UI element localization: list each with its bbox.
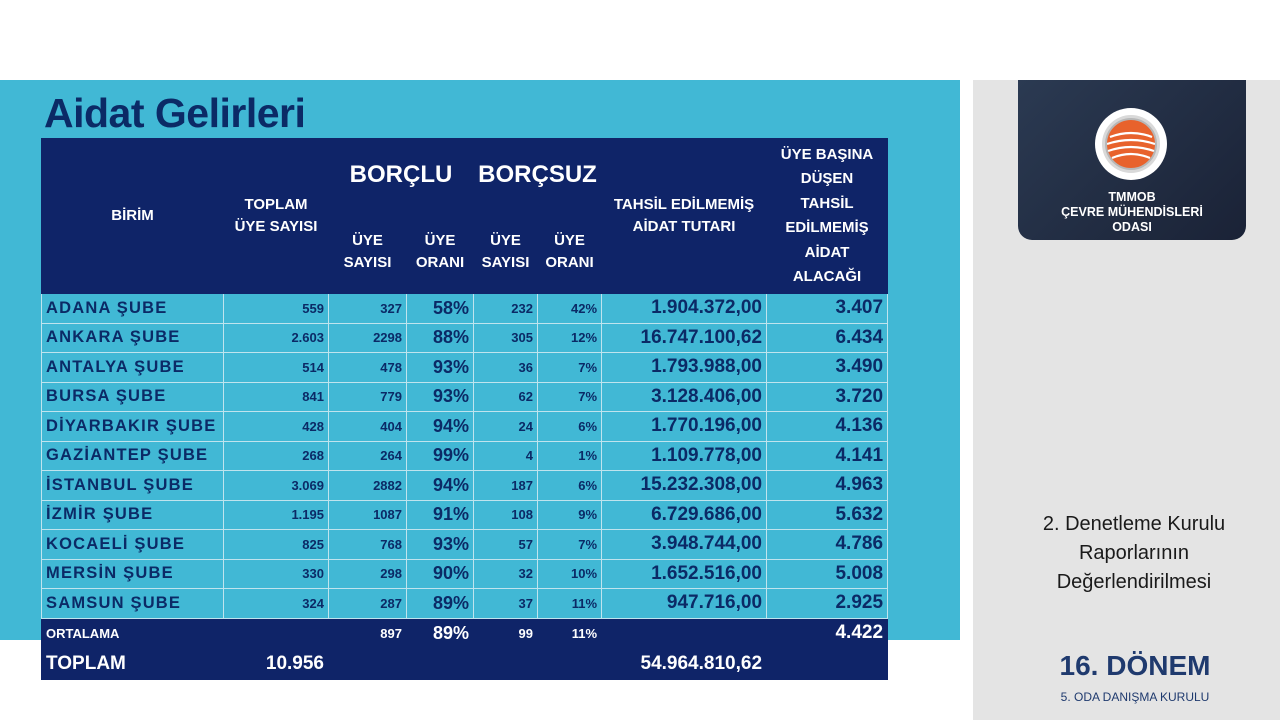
per-member-amount: 3.490 xyxy=(767,353,888,383)
nondebtor-count: 232 xyxy=(474,294,538,324)
nondebtor-count: 4 xyxy=(474,441,538,471)
table-row xyxy=(42,382,888,412)
total-label: TOPLAM xyxy=(42,648,224,679)
branch-name: ANKARA ŞUBE xyxy=(42,323,224,353)
average-borcsuz-sayi: 99 xyxy=(474,618,538,648)
nondebtor-ratio: 7% xyxy=(538,382,602,412)
tmmob-logo-icon xyxy=(1094,107,1168,181)
per-member-amount: 4.963 xyxy=(767,471,888,501)
uncollected-amount: 1.904.372,00 xyxy=(602,294,767,324)
nondebtor-ratio: 7% xyxy=(538,530,602,560)
debtor-count: 768 xyxy=(329,530,407,560)
page-title: Aidat Gelirleri xyxy=(44,90,306,136)
nondebtor-count: 62 xyxy=(474,382,538,412)
table-row xyxy=(42,559,888,589)
header-borclu: BORÇLU xyxy=(329,139,474,211)
uncollected-amount: 1.652.516,00 xyxy=(602,559,767,589)
uncollected-amount: 947.716,00 xyxy=(602,589,767,619)
debtor-count: 1087 xyxy=(329,500,407,530)
table-row xyxy=(42,441,888,471)
uncollected-amount: 16.747.100,62 xyxy=(602,323,767,353)
average-uye-basina: 4.422 xyxy=(767,618,888,648)
branch-name: GAZİANTEP ŞUBE xyxy=(42,441,224,471)
table-row xyxy=(42,589,888,619)
per-member-amount: 2.925 xyxy=(767,589,888,619)
debtor-ratio: 58% xyxy=(407,294,474,324)
branch-name: ANTALYA ŞUBE xyxy=(42,353,224,383)
nondebtor-count: 24 xyxy=(474,412,538,442)
table-row xyxy=(42,412,888,442)
debtor-count: 478 xyxy=(329,353,407,383)
header-borcsuz-uye-sayisi: ÜYE SAYISI xyxy=(474,211,538,294)
per-member-amount: 3.720 xyxy=(767,382,888,412)
table-row xyxy=(42,294,888,324)
branch-name: KOCAELİ ŞUBE xyxy=(42,530,224,560)
average-borclu-oran: 89% xyxy=(407,618,474,648)
header-tahsil-edilmemis: TAHSİL EDİLMEMİŞ AİDAT TUTARI xyxy=(602,139,767,294)
table-row xyxy=(42,353,888,383)
per-member-amount: 4.136 xyxy=(767,412,888,442)
member-count: 3.069 xyxy=(224,471,329,501)
debtor-ratio: 93% xyxy=(407,353,474,383)
uncollected-amount: 3.128.406,00 xyxy=(602,382,767,412)
nondebtor-ratio: 9% xyxy=(538,500,602,530)
nondebtor-ratio: 6% xyxy=(538,471,602,501)
header-borclu-uye-sayisi: ÜYE SAYISI xyxy=(329,211,407,294)
member-count: 2.603 xyxy=(224,323,329,353)
debtor-ratio: 94% xyxy=(407,412,474,442)
average-label: ORTALAMA xyxy=(42,618,224,648)
member-count: 841 xyxy=(224,382,329,412)
header-borclu-uye-orani: ÜYE ORANI xyxy=(407,211,474,294)
uncollected-amount: 1.793.988,00 xyxy=(602,353,767,383)
nondebtor-count: 187 xyxy=(474,471,538,501)
total-row xyxy=(42,648,888,679)
member-count: 428 xyxy=(224,412,329,442)
per-member-amount: 4.141 xyxy=(767,441,888,471)
term-subtitle: 5. ODA DANIŞMA KURULU xyxy=(1060,690,1210,704)
per-member-amount: 6.434 xyxy=(767,323,888,353)
uncollected-amount: 1.109.778,00 xyxy=(602,441,767,471)
header-borcsuz-uye-orani: ÜYE ORANI xyxy=(538,211,602,294)
report-title: 2. Denetleme Kurulu Raporlarının Değerlendirilmesi xyxy=(1042,513,1226,593)
member-count: 559 xyxy=(224,294,329,324)
nondebtor-ratio: 12% xyxy=(538,323,602,353)
per-member-amount: 3.407 xyxy=(767,294,888,324)
table-row xyxy=(42,530,888,560)
per-member-amount: 5.008 xyxy=(767,559,888,589)
branch-name: MERSİN ŞUBE xyxy=(42,559,224,589)
debtor-count: 327 xyxy=(329,294,407,324)
branch-name: İZMİR ŞUBE xyxy=(42,500,224,530)
header-birim: BİRİM xyxy=(42,139,224,294)
nondebtor-ratio: 7% xyxy=(538,353,602,383)
average-row xyxy=(42,618,888,648)
debtor-count: 779 xyxy=(329,382,407,412)
nondebtor-ratio: 10% xyxy=(538,559,602,589)
uncollected-amount: 3.948.744,00 xyxy=(602,530,767,560)
dues-table xyxy=(41,138,888,680)
uncollected-amount: 15.232.308,00 xyxy=(602,471,767,501)
average-borcsuz-oran: 11% xyxy=(538,618,602,648)
branch-name: SAMSUN ŞUBE xyxy=(42,589,224,619)
nondebtor-ratio: 6% xyxy=(538,412,602,442)
debtor-count: 2298 xyxy=(329,323,407,353)
header-uye-basina: ÜYE BAŞINA DÜŞEN TAHSİL EDİLMEMİŞ AİDAT ALACAĞI xyxy=(767,139,888,294)
nondebtor-count: 36 xyxy=(474,353,538,383)
debtor-count: 264 xyxy=(329,441,407,471)
debtor-ratio: 89% xyxy=(407,589,474,619)
nondebtor-count: 57 xyxy=(474,530,538,560)
debtor-ratio: 88% xyxy=(407,323,474,353)
table-row xyxy=(42,500,888,530)
term-title: 16. DÖNEM xyxy=(1059,650,1211,681)
nondebtor-ratio: 42% xyxy=(538,294,602,324)
member-count: 1.195 xyxy=(224,500,329,530)
branch-name: İSTANBUL ŞUBE xyxy=(42,471,224,501)
header-borcsuz: BORÇSUZ xyxy=(474,139,602,211)
table-row xyxy=(42,471,888,501)
total-uye-sayisi: 10.956 xyxy=(224,648,329,679)
debtor-ratio: 90% xyxy=(407,559,474,589)
debtor-count: 287 xyxy=(329,589,407,619)
nondebtor-ratio: 1% xyxy=(538,441,602,471)
debtor-ratio: 93% xyxy=(407,530,474,560)
debtor-ratio: 99% xyxy=(407,441,474,471)
total-tahsil: 54.964.810,62 xyxy=(602,648,767,679)
logo-text: TMMOB ÇEVRE MÜHENDİSLERİ ODASI xyxy=(1061,190,1203,234)
nondebtor-count: 108 xyxy=(474,500,538,530)
member-count: 324 xyxy=(224,589,329,619)
per-member-amount: 5.632 xyxy=(767,500,888,530)
member-count: 514 xyxy=(224,353,329,383)
debtor-ratio: 94% xyxy=(407,471,474,501)
member-count: 268 xyxy=(224,441,329,471)
debtor-count: 404 xyxy=(329,412,407,442)
debtor-ratio: 93% xyxy=(407,382,474,412)
member-count: 330 xyxy=(224,559,329,589)
average-borclu-sayi: 897 xyxy=(329,618,407,648)
uncollected-amount: 6.729.686,00 xyxy=(602,500,767,530)
debtor-ratio: 91% xyxy=(407,500,474,530)
nondebtor-count: 32 xyxy=(474,559,538,589)
nondebtor-ratio: 11% xyxy=(538,589,602,619)
debtor-count: 2882 xyxy=(329,471,407,501)
debtor-count: 298 xyxy=(329,559,407,589)
table-row xyxy=(42,323,888,353)
nondebtor-count: 37 xyxy=(474,589,538,619)
branch-name: ADANA ŞUBE xyxy=(42,294,224,324)
branch-name: BURSA ŞUBE xyxy=(42,382,224,412)
nondebtor-count: 305 xyxy=(474,323,538,353)
uncollected-amount: 1.770.196,00 xyxy=(602,412,767,442)
dues-table-container xyxy=(41,138,887,680)
per-member-amount: 4.786 xyxy=(767,530,888,560)
header-toplam-uye: TOPLAM ÜYE SAYISI xyxy=(224,139,329,294)
branch-name: DİYARBAKIR ŞUBE xyxy=(42,412,224,442)
member-count: 825 xyxy=(224,530,329,560)
